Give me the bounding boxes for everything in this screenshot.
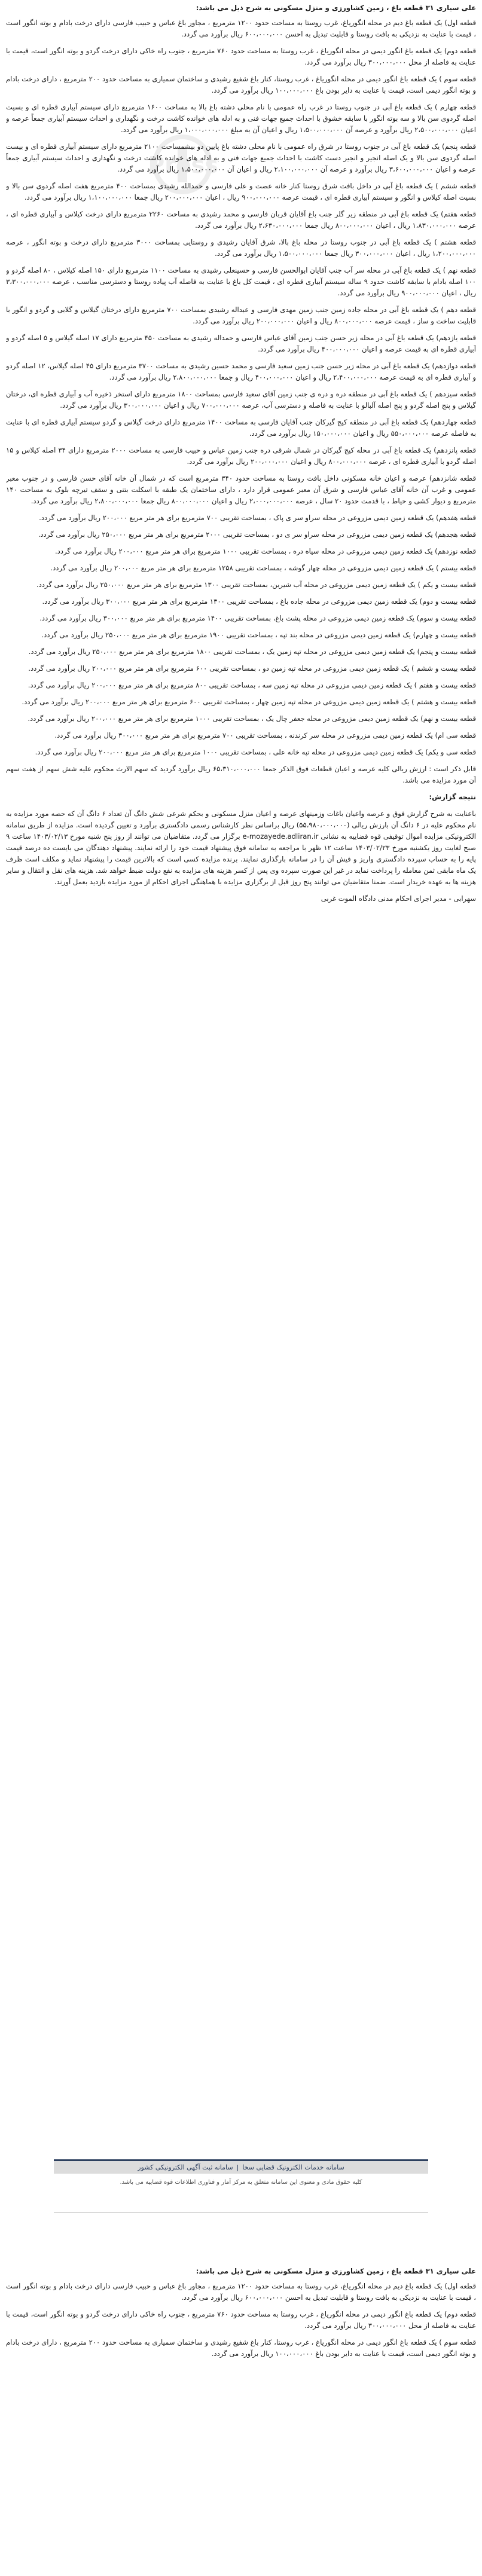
- notice-item: قطعه بیست و دوم) یک قطعه زمین دیمی مزروعی در محله جاده باغ ، بمساحت تقریبی ۱۳۰۰ مترمربع برای هر متر مربع ۳۰۰،۰۰۰ ریال برآورد می گردد.: [42, 597, 476, 606]
- svg-text:Iran Press: Press: [148, 152, 218, 178]
- notice-item: قطعه پانزدهم) یک قطعه باغ آبی در محله کیج گیرکان در شمال شرقی دره جنب زمین عباس و حبیب فارسی به مساحت ۲۰۰۰ مترمربع دارای ۳۴ اصله کیلاس و ۱۵ اصله گردو با آبیاری قطره ای ، عرصه ۸۰۰،۰۰۰،۰۰۰ ریال و اعیان ۲۰۰،۰۰۰،۰۰۰ ریال برآورد می گردد.: [6, 446, 476, 466]
- notice-item: قطعه هفدهم) یک قطعه زمین دیمی مزروعی در محله سراو سر ی پاک ، بمساحت تقریبی ۷۰۰ مترمربع برای هر متر مربع ۲۰۰،۰۰۰ ریال برآورد می گردد.: [39, 514, 476, 522]
- notice-item: قطعه بیست و هشتم ) یک قطعه زمین دیمی مزروعی در محله تپه زمین چهار ، بمساحت تقریبی ۶۰۰ مترمربع برای هر متر مربع ۲۰۰،۰۰۰ ریال برآورد می گردد.: [22, 698, 476, 706]
- notice-item: قطعه اول) یک قطعه باغ دیم در محله انگوریاغ، غرب روستا به مساحت حدود ۱۲۰۰ مترمربع ، مجاور باغ عباس و حبیب فارسی دارای درخت بادام و بوته انگور است ، قیمت با عنایت به نزدیکی به بافت روستا و قابلیت تبدیل به احسن ۶۰۰،۰۰۰،۰۰۰ ریال برآورد می گردد.: [6, 19, 476, 38]
- notice-item: قطعه نوزدهم) یک قطعه زمین دیمی مزروعی در محله سیاه دره ، بمساحت تقریبی ۱۰۰۰ مترمربع برای هر متر مربع ۲۰۰،۰۰۰ ریال برآورد می گردد.: [55, 547, 476, 555]
- signature: سهرابی - مدیر اجرای احکام مدنی دادگاه الموت غربی: [321, 894, 476, 903]
- notice-item: قطعه هشتم ) یک قطعه باغ آبی در جنوب روستا در محله باغ بالا، شرق آقایان رشیدی و روستایی بمساحت ۳۰۰۰ مترمربع دارای درخت و بوته انگور ، عرصه ۱،۲۰۰،۰۰۰،۰۰۰ ریال ، اعیان ۳۰۰،۰۰۰،۰۰۰ ریال جمعا ۱،۵۰۰،۰۰۰،۰۰۰ ریال برآورد می گردد.: [6, 238, 476, 258]
- notice-item: قطعه بیست و سوم) یک قطعه زمین دیمی مزروعی در محله پشت باغ، بمساحت تقریبی ۱۴۰۰ مترمربع برای هر متر مربع ۳۰۰،۰۰۰ ریال برآورد می گردد.: [39, 614, 476, 622]
- notice-total: قابل ذکر است : ارزش ریالی کلیه عرصه و اعیان قطعات فوق الذکر جمعا ۶۵،۳۱۰،۰۰۰،۰۰۰ ریال برآورد گردید که سهم الارث محکوم علیه شش سهم از هفت سهم آن مورد مزایده می باشد.: [6, 765, 476, 784]
- notice-item: قطعه بیست و ششم ) یک قطعه زمین دیمی مزروعی در محله تپه زمین دو ، بمساحت تقریبی ۶۰۰ مترمربع برای هر متر مربع ۲۰۰،۰۰۰ ریال برآورد می گردد.: [28, 664, 476, 673]
- notice-item: قطعه هجدهم) یک قطعه زمین دیمی مزروعی در محله سراو سر ی دو ، بمساحت تقریبی ۲۰۰۰ مترمربع برای هر متر مربع ۲۵۰،۰۰۰ ریال برآورد می گردد.: [38, 530, 476, 539]
- notice-item: قطعه بیست و یکم ) یک قطعه زمین دیمی مزروعی در محله آب شیرین، بمساحت تقریبی ۱۳۰۰ مترمربع برای هر متر مربع ۲۵۰،۰۰۰ ریال برآورد می گردد.: [36, 580, 476, 589]
- footer-copyright: کلیه حقوق مادی و معنوی این سامانه متعلق به مرکز آمار و فناوری اطلاعات قوه قضاییه می باشد.: [120, 2178, 362, 2186]
- notice-item: قطعه بیستم ) یک قطعه زمین دیمی مزروعی در محله چهار گوشه ، بمساحت تقریبی ۱۲۵۸ مترمربع برای هر متر مربع ۲۰۰،۰۰۰ ریال برآورد می گردد.: [50, 564, 476, 572]
- notice-item: قطعه چهاردهم) یک قطعه باغ آبی در منطقه کیج گیرکان جنب آقایان فارسی به مساحت ۱۴۰۰ مترمربع دارای درخت گیلاس و گردو سیستم آبیاری قطره ای با عنایت به فاصله عرصه ۵۵۰،۰۰۰،۰۰۰ ریال و اعیان ۱۵۰،۰۰۰،۰۰۰ ریال برآورد می گردد.: [6, 418, 476, 438]
- conditions-text: باعنایت به شرح گزارش فوق و عرصه واعیان باغات وزمینهای عرصه و اعیان منزل مسکونی و بحکم شرعی شش دانگ آن تعداد ۶ دانگ آن که حصه مورد مزایده به نام محکوم علیه در ۶ دانگ آن بارزش ریالی (۵۵،۹۸۰،۰۰۰،۰۰۰) ریال براساس نظر کارشناس رسمی دادگستری برآورد و تعیین گردیده است. مزایده از طریق سامانه الکترونیکی مزایده اموال توقیفی قوه قضاییه به نشانی e-mozayede.adliran.ir برگزار می گردد. متقاضیان می توانند از روز پنج شنبه مورخ ۱۴۰۳/۰۲/۱۳ ساعت ۹ صبح لغایت روز یکشنبه مورخ ۱۴۰۳/۰۲/۲۳ ساعت ۱۲ ظهر با مراجعه به سامانه فوق پیشنهاد قیمت خود را ارائه نمایند. پیشنهاد دهندگان می بایست ده درصد قیمت پایه را به حساب سپرده دادگستری واریز و فیش آن را در سامانه بارگذاری نمایند. برنده مزایده کسی است که بالاترین قیمت را پیشنهاد نماید و مکلف است ظرف یک ماه مابقی ثمن معامله را پرداخت نماید در غیر این صورت سپرده وی پس از کسر هزینه های مزایده به نفع دولت ضبط خواهد شد. هزینه های نقل و انتقال و سایر هزینه ها به عهده خریدار است. ضمنا متقاضیان می توانند پنج روز قبل از برگزاری مزایده با هماهنگی اجرای احکام از مورد مزایده بازدید بعمل آورند.: [6, 809, 476, 886]
- notice-item: قطعه شانزدهم) عرصه و اعیان خانه مسکونی داخل بافت روستا به مساحت حدود ۳۴۰ مترمربع است که در شمال آن خانه آقای حسن فارسی و در جنوب معبر عمومی و غرب آن خانه آقای عباس فارسی و شرق آن معبر عمومی قرار دارد ، دارای ساختمان یک طبقه با اسکلت بتنی و سقف تیرچه بلوک به مساحت ۱۴۰ مترمربع و دیوار کشی و حیاط ، با قدمت حدود ۲۰ سال ، عرصه ۲،۰۰۰،۰۰۰،۰۰۰ ریال و اعیان ۸۰۰،۰۰۰،۰۰۰ ریال جمعا ۲،۸۰۰،۰۰۰،۰۰۰ ریال برآورد می گردد.: [6, 474, 476, 505]
- notice-item: قطعه سی ام) یک قطعه زمین دیمی مزروعی در محله سر کرندنه ، بمساحت تقریبی ۷۰۰ مترمربع برای هر متر مربع ۳۰۰،۰۰۰ ریال برآورد می گردد.: [54, 731, 476, 740]
- footer-link-ad-registry[interactable]: سامانه ثبت آگهی الکترونیکی کشور: [138, 2164, 233, 2171]
- notice-item: قطعه بیست و نهم) یک قطعه زمین دیمی مزروعی در محله جعفر چال یک ، بمساحت تقریبی ۱۰۰۰ مترمربع برای هر متر مربع ۲۰۰،۰۰۰ ریال برآورد می گردد.: [28, 714, 476, 723]
- notice-item: قطعه هفتم) یک قطعه باغ آبی در منطقه زیر گلر جنب باغ آقایان قربان فارسی و محمد رشیدی به مساحت ۲۲۶۰ مترمربع دارای درخت کیلاس و آبیاری قطره ای ، عرصه ۱،۸۳۰،۰۰۰،۰۰۰ ریال ، اعیان ۸۰۰،۰۰۰،۰۰۰ ریال جمعا ۲،۶۳۰،۰۰۰،۰۰۰ ریال برآورد می گردد.: [6, 210, 476, 230]
- notice-item: قطعه دوازدهم) یک قطعه باغ آبی در محله زیر حسن جنب زمین سعید فارسی و محمد حسین رشیدی به مساحت ۳۷۰۰ مترمربع دارای ۴۵ اصله گیلاس، ۱۲ اصله گردو و آبیاری قطره ای به قیمت عرصه ۲،۴۰۰،۰۰۰،۰۰۰ ریال و اعیان ۴۰۰،۰۰۰،۰۰۰ ریال و جمعا ۲،۸۰۰،۰۰۰،۰۰۰ ریال برآورد می گردد.: [6, 362, 476, 381]
- notice-item: قطعه سوم ) یک قطعه باغ انگور دیمی در محله انگوریاغ ، غرب روستا، کنار باغ شفیع رشیدی و ساختمان سمیاری به مساحت حدود ۲۰۰ مترمربع ، دارای درخت بادام و بوته انگور دیمی است، قیمت با عنایت به دایر بودن باغ ۱۰۰،۰۰۰،۰۰۰ ریال برآورد می گردد.: [6, 75, 476, 94]
- notice-item: قطعه دوم) یک قطعه باغ انگور دیمی در محله انگوریاغ ، غرب روستا به مساحت حدود ۷۶۰ مترمربع ، جنوب راه خاکی دارای درخت گردو و بوته انگور است، قیمت با عنایت به فاصله از محل ۳۰۰،۰۰۰،۰۰۰ ریال برآورد می گردد.: [6, 47, 476, 66]
- notice-item: قطعه ششم ) یک قطعه باغ آبی در داخل بافت شرق روستا کنار خانه عصت و علی فارسی و حمدالله رشیدی بمساحت ۴۰۰ مترمربع هفت اصله گردوی سن بالا و بسیت اصله کیلاس و انگور و سیستم آبیاری قطره ای ، قیمت عرصه ۹۰۰،۰۰۰،۰۰۰ ریال ، اعیان ۲۰۰،۰۰۰،۰۰۰ ریال جمعا ۱،۱۰۰،۰۰۰،۰۰۰ ریال برآورد می گردد.: [6, 182, 476, 201]
- notice-item: قطعه نهم ) یک قطعه باغ آبی در محله سر آب جنب آقایان ابوالحسن فارسی و حسینعلی رشیدی به مساحت ۱۱۰۰ مترمربع دارای ۱۵۰ اصله کیلاس ، ۸۰ اصله گردو و ۱۰۰ اصله بادام با سابقه کاشت حدود ۹ ساله سیستم آبیاری قطره ای ، قیمت کل باغ با عنایت به فاصله آب پیاده روستا و دسترسی مناسب ، عرصه ۳،۳۰۰،۰۰۰،۰۰۰ ریال ، اعیان ۹۰۰،۰۰۰،۰۰۰ ریال برآورد می گردد.: [6, 266, 476, 297]
- section-divider: [54, 2212, 428, 2213]
- notice-item: قطعه بیست و هفتم ) یک قطعه زمین دیمی مزروعی در محله تپه زمین سه ، بمساحت تقریبی ۸۰۰ مترمربع برای هر متر مربع ۲۰۰،۰۰۰ ریال برآورد می گردد.: [28, 681, 476, 689]
- footer-link-sakha[interactable]: سامانه خدمات الکترونیک قضایی سخا: [242, 2164, 344, 2171]
- notice-item: قطعه سوم ) یک قطعه باغ انگور دیمی در محله انگوریاغ ، غرب روستا، کنار باغ شفیع رشیدی و ساختمان سمیاری به مساحت حدود ۲۰۰ مترمربع ، دارای درخت بادام و بوته انگور دیمی است، قیمت با عنایت به دایر بودن باغ ۱۰۰،۰۰۰،۰۰۰ ریال برآورد می گردد.: [6, 2338, 476, 2358]
- notice-item: قطعه دوم) یک قطعه باغ انگور دیمی در محله انگوریاغ ، غرب روستا به مساحت حدود ۷۶۰ مترمربع ، جنوب راه خاکی دارای درخت گردو و بوته انگور است، قیمت با عنایت به فاصله از محل ۳۰۰،۰۰۰،۰۰۰ ریال برآورد می گردد.: [6, 2310, 476, 2330]
- notice-intro: علی سیاری ۳۱ قطعه باغ ، زمین کشاورزی و منزل مسکونی به شرح ذیل می باشد:: [196, 2267, 476, 2275]
- auction-notice-repeat: [6, 2266, 476, 2574]
- notice-item: قطعه بیست و پنجم) یک قطعه زمین دیمی مزروعی در محله تپه زمین یک ، بمساحت تقریبی ۱۸۰۰ مترمربع برای هر متر مربع ۲۵۰،۰۰۰ ریال برآورد می گردد.: [28, 647, 476, 656]
- footer-separator: |: [236, 2164, 239, 2171]
- notice-item: قطعه سی و یکم) یک قطعه زمین دیمی مزروعی در محله تپه خانه علی ، بمساحت تقریبی ۱۰۰۰ مترمربع برای هر متر مربع ۲۰۰،۰۰۰ ریال برآورد می گردد.: [35, 748, 476, 756]
- footer-links-bar: [54, 2159, 428, 2174]
- conditions-heading: نتیجه گزارش:: [429, 793, 476, 801]
- auction-notice: [6, 2, 476, 2113]
- notice-item: قطعه سیزدهم ) یک قطعه باغ آبی در منطقه دره و دره ی جنب زمین آقای سعید فارسی بمساحت ۱۸۰۰ مترمربع دارای استخر ذخیره آب و آبیاری قطره ای، درختان گیلاس و پنج اصله گردو و پنج اصله آلبالو با عنایت به فاصله و دسترسی آب، عرصه ۷۰۰،۰۰۰،۰۰۰ ریال و اعیان ۳۰۰،۰۰۰،۰۰۰ ریال برآورد می گردد.: [6, 390, 476, 410]
- notice-item: قطعه یازدهم) یک قطعه باغ آبی در محله زیر حسن جنب زمین آقای عباس فارسی و حمداله رشیدی به مساحت ۴۵۰ مترمربع دارای ۱۷ اصله گیلاس و ۵ اصله گردو و آبیاری قطره ای به قیمت عرصه و اعیان ۴۰۰،۰۰۰،۰۰۰ ریال برآورد می گردد.: [6, 334, 476, 353]
- notice-item: قطعه چهارم ) یک قطعه باغ آبی در جنوب روستا در غرب راه عمومی با نام محلی دشته باغ بالا به مساحت ۱۶۰۰ مترمربع دارای سیستم آبیاری قطره ای و بسیت اصله گردوی سن بالا و سه بوته انگور با سابقه خشوق با احداث جمیع جهات فنی و به ادله های خوانده کاشت درخت و نگهداری و احداث سیستم آبیاری جمعاً عرصه و اعیان ۲،۵۰۰،۰۰۰،۰۰۰ ریال برآورد و عرصه آن ۱،۵۰۰،۰۰۰،۰۰۰ ریال و اعیان آن به مبلغ ۱،۰۰۰،۰۰۰،۰۰۰ ریال برآورد می گردد.: [6, 103, 476, 134]
- notice-item: قطعه دهم ) یک قطعه باغ آبی در محله جاده زمین جنب زمین مهدی فارسی و عبداله رشیدی بمساحت ۷۰۰ مترمربع دارای درختان گیلاس و گلابی و گردو و انگور با قابلیت ساخت و ساز ، قیمت عرصه ۸۰۰،۰۰۰،۰۰۰ ریال و اعیان ۲۰۰،۰۰۰،۰۰۰ ریال برآورد می گردد.: [6, 305, 476, 325]
- notice-item: قطعه اول) یک قطعه باغ دیم در محله انگوریاغ، غرب روستا به مساحت حدود ۱۲۰۰ مترمربع ، مجاور باغ عباس و حبیب فارسی دارای درخت بادام و بوته انگور است ، قیمت با عنایت به نزدیکی به بافت روستا و قابلیت تبدیل به احسن ۶۰۰،۰۰۰،۰۰۰ ریال برآورد می گردد.: [6, 2282, 476, 2302]
- notice-intro: علی سیاری ۳۱ قطعه باغ ، زمین کشاورزی و منزل مسکونی به شرح ذیل می باشد:: [196, 4, 476, 12]
- notice-item: قطعه پنجم) یک قطعه باغ آبی در جنوب روستا در شرق راه عمومی با نام محلی دشته باغ پایین دو بیشمساحت ۲۱۰۰ مترمربع دارای سیستم آبیاری قطره ای و بیست اصله گردوی سن بالا و یک اصله انجیر و انجیر دست کاشت با احداث جمیع جهات فنی و به ادله های خوانده کاشت درخت و نگهداری و احداث سیستم آبیاری جمعاً عرصه و اعیان ۳،۶۰۰،۰۰۰،۰۰۰ ریال برآورد و عرصه آن ۲،۱۰۰،۰۰۰،۰۰۰ ریال و اعیان آن ۱،۵۰۰،۰۰۰،۰۰۰ ریال برآورد می گردد.: [6, 142, 476, 173]
- notice-item: قطعه بیست و چهارم) یک قطعه زمین دیمی مزروعی در محله بند تپه ، بمساحت تقریبی ۱۹۰۰ مترمربع برای هر متر مربع ۲۵۰،۰۰۰ ریال برآورد می گردد.: [41, 631, 476, 639]
